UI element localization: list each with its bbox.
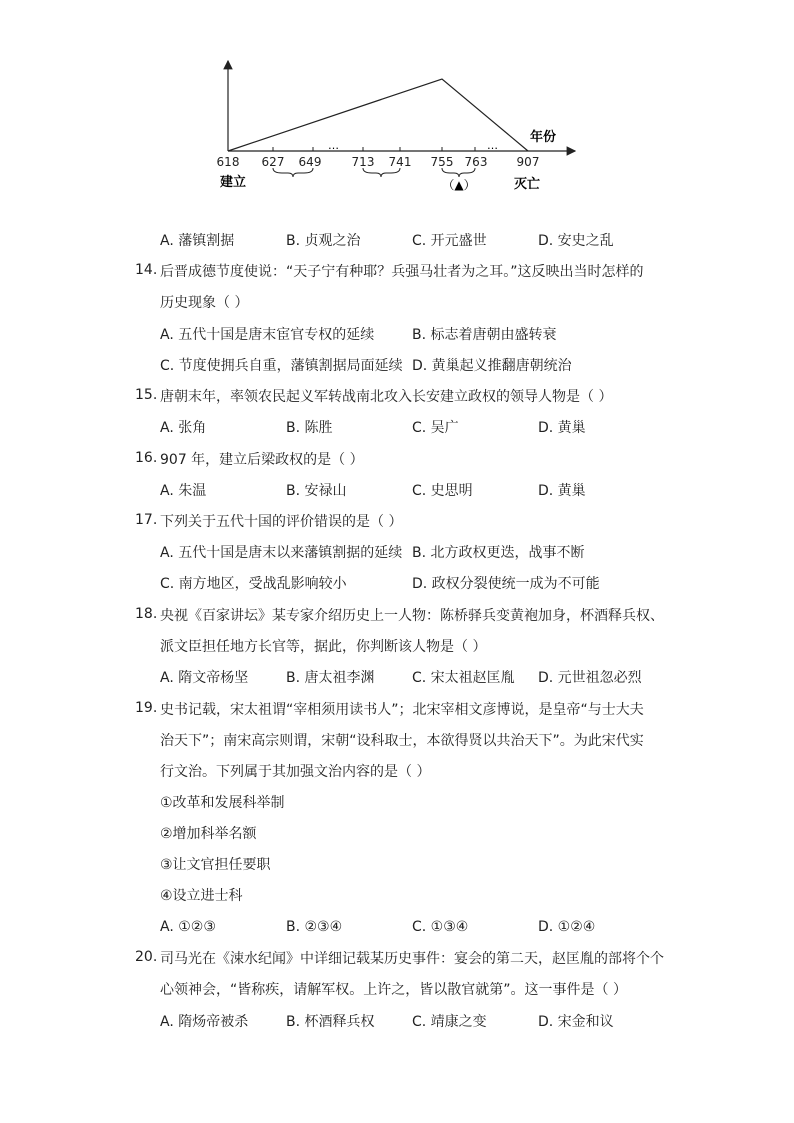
option-c[interactable]: C. 南方地区，受战乱影响较小 — [160, 576, 347, 592]
tick-marks — [273, 147, 475, 151]
option-c[interactable]: C. ①③④ — [412, 919, 469, 935]
option-a[interactable]: A. 朱温 — [160, 483, 207, 499]
option-b[interactable]: B. 标志着唐朝由盛转衰 — [412, 327, 557, 343]
statement-item: ③让文官担任要职 — [160, 857, 271, 873]
option-a[interactable]: A. 五代十国是唐末宦官专权的延续 — [160, 327, 375, 343]
blank-marker: （▲） — [442, 178, 476, 192]
option-d[interactable]: D. 黄巢 — [538, 420, 586, 436]
option-d[interactable]: D. 宋金和议 — [538, 1014, 614, 1030]
question-text: 治天下”；南宋高宗则谓，宋朝“设科取士，本欲得贤以共治天下”。为此宋代实 — [160, 733, 644, 749]
year-label: 763 — [464, 155, 488, 169]
option-d[interactable]: D. 政权分裂使统一成为不可能 — [412, 576, 600, 592]
question-text: 司马光在《涑水纪闻》中详细记载某历史事件：宴会的第二天，赵匡胤的部将个个 — [160, 951, 664, 967]
question-text: 下列关于五代十国的评价错误的是（ ） — [160, 514, 403, 530]
start-label: 建立 — [220, 175, 247, 190]
question-number: 14. — [135, 262, 158, 278]
year-label: 649 — [298, 155, 322, 169]
question-text: 907 年，建立后梁政权的是（ ） — [160, 452, 364, 468]
gap-dots-2: … — [487, 139, 498, 152]
year-label: 713 — [351, 155, 375, 169]
question-number: 18. — [135, 606, 158, 622]
option-c[interactable]: C. 吴广 — [412, 420, 459, 436]
question-text: 心领神会，“皆称疾，请解军权。上许之，皆以散官就第”。这一事件是（ ） — [160, 982, 627, 998]
tang-timeline-diagram — [210, 55, 590, 195]
statement-item: ②增加科举名额 — [160, 826, 257, 842]
question-text: 后晋成德节度使说：“天子宁有种耶？兵强马壮者为之耳。”这反映出当时怎样的 — [160, 264, 644, 280]
question-number: 17. — [135, 512, 158, 528]
option-d[interactable]: D. 安史之乱 — [538, 233, 614, 249]
question-text: 史书记载，宋太祖谓“宰相须用读书人”；北宋宰相文彦博说，是皇帝“与士大夫 — [160, 702, 644, 718]
option-c[interactable]: C. 节度使拥兵自重，藩镇割据局面延续 — [160, 358, 403, 374]
year-label: 907 — [516, 155, 540, 169]
option-b[interactable]: B. 安禄山 — [286, 483, 347, 499]
option-a[interactable]: A. 藩镇割据 — [160, 233, 235, 249]
option-c[interactable]: C. 靖康之变 — [412, 1014, 487, 1030]
option-d[interactable]: D. ①②④ — [538, 919, 596, 935]
question-number: 19. — [135, 700, 158, 716]
question-number: 15. — [135, 387, 158, 403]
question-text: 行文治。下列属于其加强文治内容的是（ ） — [160, 764, 431, 780]
question-text: 派文臣担任地方长官等，据此，你判断该人物是（ ） — [160, 639, 487, 655]
gap-dots-1: … — [328, 139, 339, 152]
option-b[interactable]: B. 唐太祖李渊 — [286, 670, 375, 686]
option-a[interactable]: A. 张角 — [160, 420, 207, 436]
year-label: 627 — [261, 155, 285, 169]
option-b[interactable]: B. ②③④ — [286, 919, 343, 935]
trend-line — [228, 79, 528, 151]
option-a[interactable]: A. 隋炀帝被杀 — [160, 1014, 249, 1030]
question-number: 20. — [135, 949, 158, 965]
question-text: 唐朝末年，率领农民起义军转战南北攻入长安建立政权的领导人物是（ ） — [160, 389, 613, 405]
option-b[interactable]: B. 陈胜 — [286, 420, 333, 436]
option-c[interactable]: C. 开元盛世 — [412, 233, 487, 249]
question-text: 历史现象（ ） — [160, 295, 249, 311]
option-a[interactable]: A. 隋文帝杨坚 — [160, 670, 249, 686]
statement-item: ④设立进士科 — [160, 888, 243, 904]
year-label: 741 — [388, 155, 412, 169]
statement-item: ①改革和发展科举制 — [160, 795, 285, 811]
question-number: 16. — [135, 450, 158, 466]
option-d[interactable]: D. 黄巢 — [538, 483, 586, 499]
braces — [273, 168, 475, 177]
option-c[interactable]: C. 史思明 — [412, 483, 473, 499]
option-d[interactable]: D. 黄巢起义推翻唐朝统治 — [412, 358, 572, 374]
option-a[interactable]: A. ①②③ — [160, 919, 216, 935]
option-b[interactable]: B. 杯酒释兵权 — [286, 1014, 375, 1030]
option-b[interactable]: B. 贞观之治 — [286, 233, 361, 249]
question-text: 央视《百家讲坛》某专家介绍历史上一人物：陈桥驿兵变黄袍加身，杯酒释兵权、 — [160, 608, 664, 624]
end-label: 灭亡 — [514, 177, 541, 192]
year-label: 618 — [216, 155, 240, 169]
axis-label-year: 年份 — [530, 130, 557, 145]
year-label: 755 — [430, 155, 454, 169]
option-a[interactable]: A. 五代十国是唐末以来藩镇割据的延续 — [160, 545, 403, 561]
option-b[interactable]: B. 北方政权更迭，战事不断 — [412, 545, 585, 561]
option-d[interactable]: D. 元世祖忽必烈 — [538, 670, 642, 686]
option-c[interactable]: C. 宋太祖赵匡胤 — [412, 670, 515, 686]
